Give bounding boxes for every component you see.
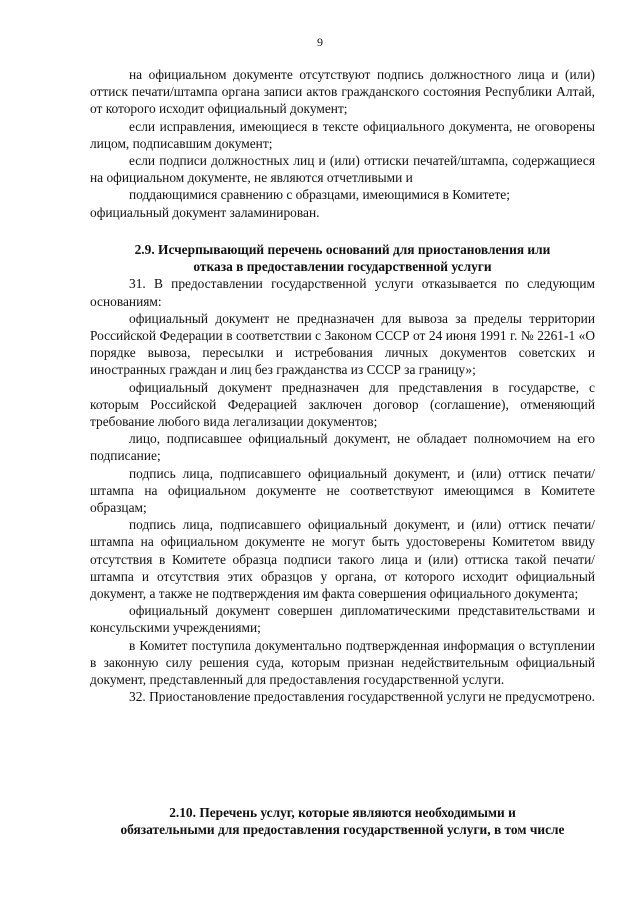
paragraph: поддающимися сравнению с образцами, имеющимися в Комитете; [129, 187, 510, 203]
heading-line: 2.10. Перечень услуг, которые являются необходимыми и [169, 805, 516, 820]
paragraph: если подписи должностных лиц и (или) оттиски печатей/штампа, содержащиеся на официальном документе, не являются отчетливыми и [90, 153, 595, 186]
page-number: 9 [317, 35, 323, 49]
section-heading [90, 241, 595, 275]
section-2-9 [90, 241, 595, 705]
paragraph: официальный документ предназначен для представления в государстве, с которым Российской Федерацией заключен договор (соглашение), отменяющий требование любого вида легализации документов; [90, 379, 595, 430]
paragraph: лицо, подписавшее официальный документ, не обладает полномочием на его подписание; [90, 431, 595, 464]
section-2-10 [90, 804, 595, 838]
heading-line: 2.9. Исчерпывающий перечень оснований для приостановления или [134, 242, 551, 257]
heading-line: обязательными для предоставления государственной услуги, в том числе [120, 822, 565, 838]
paragraph: 32. Приостановление предоставления государственной услуги не предусмотрено. [129, 689, 595, 705]
paragraph: подпись лица, подписавшего официальный документ, и (или) оттиск печати/штампа на официальном документе не соответствуют имеющимся в Комитете образцам; [90, 465, 595, 516]
paragraph: официальный документ не предназначен для вывоза за пределы территории Российской Федерации в соответствии с Законом СССР от 24 июня 1991 г. № 2261-1 «О порядке вывоза, пересылки и истребования личных документов советских и иностранных граждан и лиц без гражданства из СССР за границу»; [90, 310, 595, 378]
paragraph: подпись лица, подписавшего официальный документ, и (или) оттиск печати/штампа на официальном документе не могут быть удостоверены Комитетом ввиду отсутствия в Комитете образца подписи такого лица и (или) оттиска такой печати/штампа и отсутствия этих образцов у органа, от которого исходит официальный документ, а также не подтверждения им факта совершения официального документа; [90, 517, 595, 602]
paragraph: если исправления, имеющиеся в тексте официального документа, не оговорены лицом, подписавшим документ; [90, 118, 595, 151]
heading-line: отказа в предоставлении государственной услуги [193, 259, 492, 275]
text-block-top [90, 66, 595, 221]
paragraph: в Комитет поступила документально подтвержденная информация о вступлении в законную силу решения суда, которым признан недействительным официальный документ, представленный для предоставления государственной услуги. [90, 637, 595, 688]
paragraph: официальный документ заламинирован. [90, 204, 320, 220]
paragraph: на официальном документе отсутствуют подпись должностного лица и (или) оттиск печати/штампа органа записи актов гражданского состояния Республики Алтай, от которого исходит официальный документ; [90, 67, 595, 117]
paragraph: 31. В предоставлении государственной услуги отказывается по следующим основаниям: [90, 276, 595, 309]
section-heading [90, 804, 595, 838]
paragraph: официальный документ совершен дипломатическими представительствами и консульскими учреждениями; [90, 603, 595, 636]
